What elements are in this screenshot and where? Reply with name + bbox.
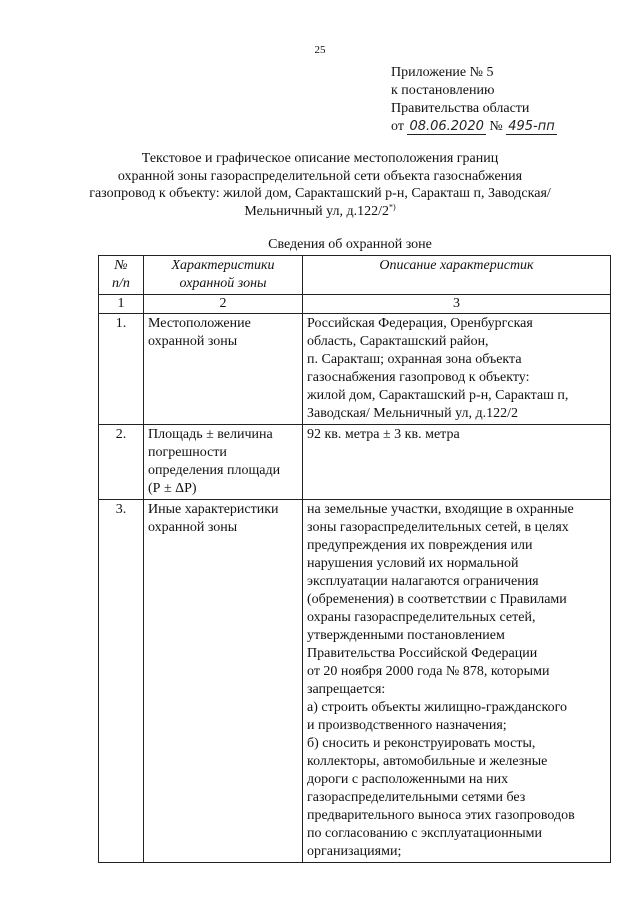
cell-line: коллекторы, автомобильные и железные <box>307 754 548 769</box>
cell-line: п. Саракташ; охранная зона объекта <box>307 352 522 367</box>
cell-line: жилой дом, Саракташский р-н, Саракташ п, <box>307 388 569 403</box>
title-line-text: Мельничный ул, д.122/2 <box>244 203 389 219</box>
table-caption: Сведения об охранной зоне <box>268 237 432 252</box>
cell-line: газоснабжения газопровод к объекту: <box>307 370 530 385</box>
cell-line: (Р ± ΔР) <box>148 481 197 496</box>
cell-line: от 20 ноября 2000 года № 878, которыми <box>307 664 550 679</box>
row-number: 2. <box>99 425 144 500</box>
cell-line: охранной зоны <box>148 334 238 349</box>
row-description <box>303 314 611 425</box>
row-characteristic <box>144 425 303 500</box>
row-number: 3. <box>99 500 144 863</box>
zone-info-table <box>98 255 611 863</box>
number-sign: № <box>489 119 503 134</box>
column-number: 1 <box>99 295 144 314</box>
cell-line: Площадь ± величина <box>148 427 273 442</box>
header-num <box>99 256 144 295</box>
header-characteristic <box>144 256 303 295</box>
cell-line: Иные характеристики <box>148 502 279 517</box>
header-text: № <box>114 258 128 273</box>
column-number-row <box>99 295 611 314</box>
cell-line: погрешности <box>148 445 227 460</box>
column-number: 3 <box>303 295 611 314</box>
document-title <box>60 150 580 220</box>
cell-line: б) сносить и реконструировать мосты, <box>307 736 536 751</box>
cell-line: определения площади <box>148 463 281 478</box>
cell-line: предупреждения их повреждения или <box>307 538 533 553</box>
cell-line: зоны газораспределительных сетей, в целях <box>307 520 569 535</box>
cell-line: на земельные участки, входящие в охранные <box>307 502 574 517</box>
title-line <box>60 203 580 221</box>
header-text: охранной зоны <box>179 276 267 291</box>
cell-line: по согласованию с эксплуатационными <box>307 826 542 841</box>
appendix-line: Приложение № 5 <box>391 65 494 80</box>
cell-line: охраны газораспределительных сетей, <box>307 610 536 625</box>
cell-line: а) строить объекты жилищно-гражданского <box>307 700 567 715</box>
cell-line: нарушения условий их нормальной <box>307 556 519 571</box>
cell-line: охранной зоны <box>148 520 238 535</box>
cell-line: запрещается: <box>307 682 386 697</box>
cell-line: 92 кв. метра ± 3 кв. метра <box>307 427 460 442</box>
row-characteristic <box>144 314 303 425</box>
date-prefix: от <box>391 119 404 134</box>
cell-line: утвержденными постановлением <box>307 628 505 643</box>
header-description: Описание характеристик <box>303 256 611 295</box>
row-description <box>303 500 611 863</box>
appendix-line: Правительства области <box>391 101 530 116</box>
handwritten-number: 495-пп <box>508 119 555 134</box>
table-header-row <box>99 256 611 295</box>
title-line: газопровод к объекту: жилой дом, Саракташский р-н, Саракташ п, Заводская/ <box>89 186 551 201</box>
table-row <box>99 500 611 863</box>
cell-line: область, Саракташский район, <box>307 334 489 349</box>
cell-line: (обременения) в соответствии с Правилами <box>307 592 567 607</box>
header-text: Характеристики <box>171 258 275 273</box>
cell-line: Правительства Российской Федерации <box>307 646 538 661</box>
table-row <box>99 425 611 500</box>
cell-line: Местоположение <box>148 316 251 331</box>
column-number: 2 <box>144 295 303 314</box>
cell-line: эксплуатации налагаются ограничения <box>307 574 539 589</box>
table-row <box>99 314 611 425</box>
cell-line: организациями; <box>307 844 402 859</box>
handwritten-date: 08.06.2020 <box>409 119 484 134</box>
row-number: 1. <box>99 314 144 425</box>
page-number: 25 <box>314 44 326 56</box>
footnote-mark: *) <box>388 201 396 211</box>
cell-line: Заводская/ Мельничный ул, д.122/2 <box>307 406 518 421</box>
cell-line: и производственного назначения; <box>307 718 507 733</box>
title-line: Текстовое и графическое описание местоположения границ <box>141 151 499 166</box>
header-text: п/п <box>112 276 130 291</box>
appendix-line: к постановлению <box>391 83 495 98</box>
cell-line: дороги с расположенными на них <box>307 772 509 787</box>
title-line: охранной зоны газораспределительной сети объекта газоснабжения <box>117 168 523 184</box>
cell-line: предварительного выноса этих газопроводов <box>307 808 575 823</box>
cell-line: газораспределительными сетями без <box>307 790 526 805</box>
row-description <box>303 425 611 500</box>
cell-line: Российская Федерация, Оренбургская <box>307 316 533 331</box>
appendix-date-line <box>391 118 557 136</box>
row-characteristic <box>144 500 303 863</box>
appendix-block <box>391 64 557 136</box>
